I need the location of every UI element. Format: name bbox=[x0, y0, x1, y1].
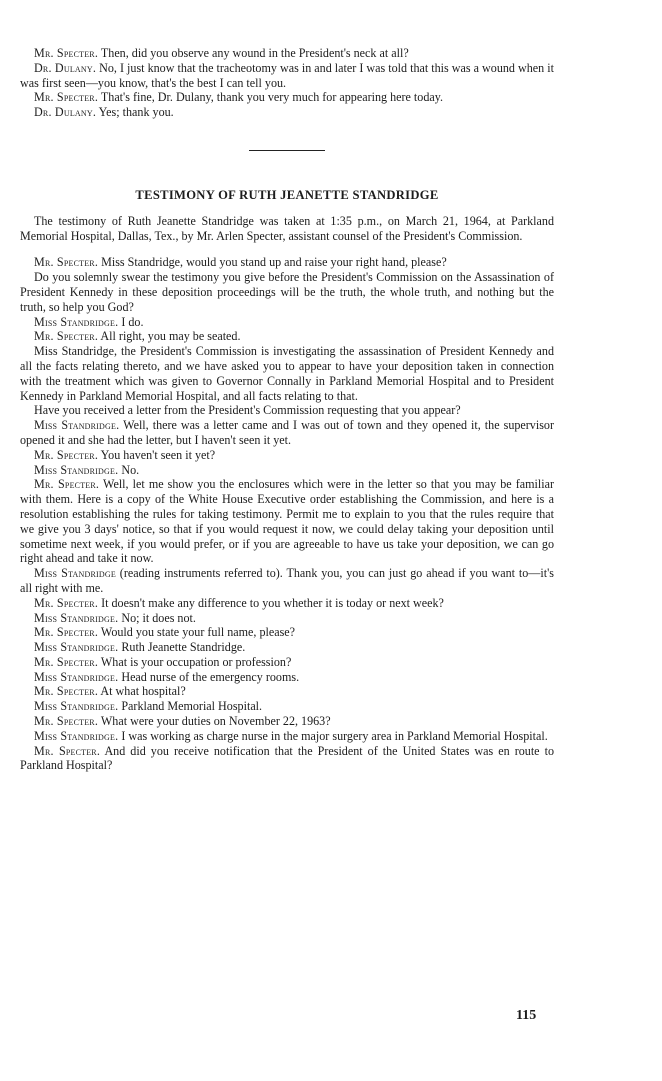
speaker-name: Mr. Specter. bbox=[34, 654, 99, 669]
speaker-name: Miss Standridge. bbox=[34, 669, 119, 684]
testimony-paragraph bbox=[20, 329, 554, 344]
speech-text: No, I just know that the tracheotomy was in and later I was told that this was a wound when it was first seen—you know, that's the best I can tell you. bbox=[20, 60, 554, 90]
testimony-paragraph bbox=[20, 403, 554, 418]
testimony-paragraph bbox=[20, 448, 554, 463]
speech-text: What is your occupation or profession? bbox=[98, 654, 292, 669]
speaker-name: Mr. Specter. bbox=[34, 714, 99, 729]
speaker-name: Miss Standridge. bbox=[34, 640, 119, 655]
speaker-name: Mr. Specter. bbox=[34, 255, 99, 270]
speaker-name: Mr. Specter. bbox=[34, 447, 99, 462]
document-page bbox=[20, 46, 554, 773]
speaker-name: Miss Standridge. bbox=[34, 728, 119, 743]
speaker-name: Mr. Specter. bbox=[34, 743, 101, 758]
speaker-name: Dr. Dulany. bbox=[34, 60, 97, 75]
speaker-name: Mr. Specter. bbox=[34, 329, 99, 344]
testimony-paragraph bbox=[20, 684, 554, 699]
speech-text: Well, there was a letter came and I was out of town and they opened it, the supervisor opened it and she had the letter, but I haven't seen it yet. bbox=[20, 418, 554, 447]
speaker-name: Mr. Specter. bbox=[34, 46, 99, 60]
speech-text: It doesn't make any difference to you whether it is today or next week? bbox=[98, 595, 444, 610]
speech-text: Ruth Jeanette Standridge. bbox=[118, 640, 246, 655]
speaker-name: Dr. Dulany. bbox=[34, 105, 97, 120]
testimony-paragraph bbox=[20, 625, 554, 640]
speech-text: Have you received a letter from the President's Commission requesting that you appear? bbox=[34, 403, 461, 418]
speech-text: Would you state your full name, please? bbox=[98, 625, 296, 640]
speaker-name: Miss Standridge. bbox=[34, 610, 119, 625]
page-number: 115 bbox=[516, 1008, 537, 1023]
previous-testimony bbox=[20, 46, 554, 120]
speech-text: You haven't seen it yet? bbox=[98, 447, 216, 462]
testimony-paragraph bbox=[20, 566, 554, 596]
speech-text: Miss Standridge, would you stand up and raise your right hand, please? bbox=[98, 255, 447, 270]
testimony-paragraph bbox=[20, 699, 554, 714]
speech-text: All right, you may be seated. bbox=[98, 329, 241, 344]
speaker-name: Mr. Specter. bbox=[34, 595, 99, 610]
testimony-paragraph bbox=[20, 315, 554, 330]
speech-text: Well, let me show you the enclosures which were in the letter so that you may be familiar with them. Here is a copy of the White House Executive order establishing the Commission, and here is a resolution establishing the rules for taking testimony. Permit me to explain to you that the rules require that we give you 3 days' notice, so that if you would request it now, we could delay taking your deposition until sometime next week, if you would prefer, or if you are agreeable to have us take your deposition, we can go right ahead and take it now. bbox=[20, 477, 554, 566]
speech-text: Head nurse of the emergency rooms. bbox=[118, 669, 300, 684]
speaker-name: Mr. Specter. bbox=[34, 90, 99, 105]
speech-text: (reading instruments referred to). Thank you, you can just go ahead if you want to—it's all right with me. bbox=[20, 566, 555, 595]
testimony-paragraph bbox=[20, 655, 554, 670]
testimony-paragraph bbox=[20, 744, 554, 774]
section-divider bbox=[249, 150, 325, 151]
speech-text: What were your duties on November 22, 1963? bbox=[98, 714, 331, 729]
speech-text: Do you solemnly swear the testimony you give before the President's Commission on the Assassination of President Kennedy in these deposition proceedings will be the truth, the whole truth, and nothing but the truth, so help you God? bbox=[20, 270, 554, 314]
speech-text: I was working as charge nurse in the major surgery area in Parkland Memorial Hospital. bbox=[118, 728, 548, 743]
speech-text: Parkland Memorial Hospital. bbox=[118, 699, 263, 714]
section-title: TESTIMONY OF RUTH JEANETTE STANDRIDGE bbox=[135, 187, 439, 202]
speaker-name: Mr. Specter. bbox=[34, 625, 99, 640]
testimony-paragraph bbox=[20, 463, 554, 478]
speech-text: Yes; thank you. bbox=[96, 105, 174, 120]
speech-text: Then, did you observe any wound in the President's neck at all? bbox=[98, 46, 409, 60]
testimony-paragraph bbox=[20, 344, 554, 403]
testimony-paragraph bbox=[20, 714, 554, 729]
section-intro: The testimony of Ruth Jeanette Standridge was taken at 1:35 p.m., on March 21, 1964, at Parkland Memorial Hospital, Dallas, Tex., by Mr. Arlen Specter, assistant counsel of the President's Commission. bbox=[20, 213, 554, 243]
speech-text: And did you receive notification that the President of the United States was en route to Parkland Hospital? bbox=[20, 743, 554, 773]
testimony-paragraph bbox=[20, 596, 554, 611]
testimony-paragraph bbox=[20, 270, 554, 314]
testimony-paragraph bbox=[20, 729, 554, 744]
speech-text: That's fine, Dr. Dulany, thank you very much for appearing here today. bbox=[98, 90, 444, 105]
speech-text: No; it does not. bbox=[118, 610, 196, 625]
speech-text: At what hospital? bbox=[98, 684, 186, 699]
speaker-name: Miss Standridge. bbox=[34, 462, 119, 477]
testimony-paragraph bbox=[20, 90, 554, 105]
testimony-paragraph bbox=[20, 46, 554, 61]
testimony-paragraph bbox=[20, 477, 554, 566]
testimony-paragraph bbox=[20, 61, 554, 91]
speaker-name: Mr. Specter. bbox=[34, 477, 100, 492]
testimony-paragraph bbox=[20, 611, 554, 626]
testimony-paragraph bbox=[20, 670, 554, 685]
speaker-name: Miss Standridge bbox=[34, 566, 116, 581]
speaker-name: Miss Standridge. bbox=[34, 699, 119, 714]
speaker-name: Miss Standridge. bbox=[34, 418, 120, 433]
speaker-name: Miss Standridge. bbox=[34, 314, 119, 329]
testimony-paragraph bbox=[20, 418, 554, 448]
speaker-name: Mr. Specter. bbox=[34, 684, 99, 699]
testimony-paragraph bbox=[20, 105, 554, 120]
speech-text: No. bbox=[118, 462, 140, 477]
testimony-body bbox=[20, 255, 554, 773]
testimony-paragraph bbox=[20, 640, 554, 655]
testimony-paragraph bbox=[20, 255, 554, 270]
speech-text: Miss Standridge, the President's Commission is investigating the assassination of President Kennedy and all the facts relating thereto, and we have asked you to appear to have your deposition taken in connection with the treatment which was given to Governor Connally in Parkland Memorial Hospital and to President Kennedy in Parkland Memorial Hospital, and all facts relating to that. bbox=[20, 344, 554, 403]
speech-text: I do. bbox=[118, 314, 144, 329]
